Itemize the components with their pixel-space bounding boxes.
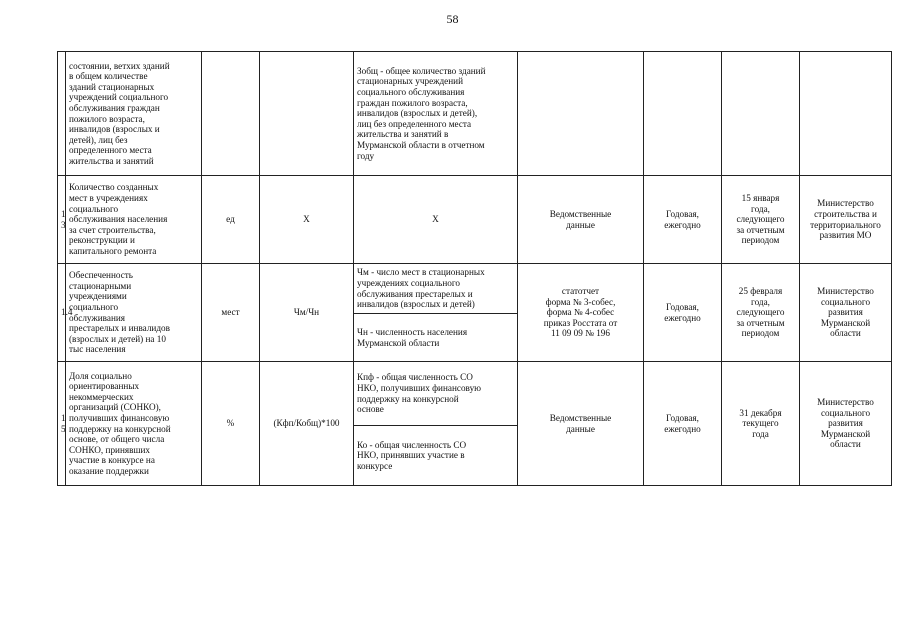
unit xyxy=(202,52,260,176)
data-source: Ведомственные данные xyxy=(518,176,644,264)
unit: ед xyxy=(202,176,260,264)
data-source: статотчет форма № 3-собес, форма № 4-собес приказ Росстата от 11 09 09 № 196 xyxy=(518,264,644,362)
row-number: 1 5 xyxy=(58,362,66,486)
table-row xyxy=(58,176,892,264)
indicator-name: Количество созданных мест в учреждениях социального обслуживания населения за счет строительства, реконструкции и капитального ремонта xyxy=(66,176,202,264)
formula: (Кфп/Кобщ)*100 xyxy=(260,362,354,486)
data-source: Ведомственные данные xyxy=(518,362,644,486)
indicators-table xyxy=(57,51,892,486)
formula xyxy=(260,52,354,176)
periodicity: Годовая, ежегодно xyxy=(644,264,722,362)
deadline: 31 декабря текущего года xyxy=(722,362,800,486)
row-number: 1.4 xyxy=(58,264,66,362)
indicator-name: Доля социально ориентированных некоммерческих организаций (СОНКО), получивших финансовую поддержку на конкурсной основе, от общего числа СОНКО, принявших участие в конкурсе на оказание поддержки xyxy=(66,362,202,486)
row-number: 1 3 xyxy=(58,176,66,264)
table-row xyxy=(58,264,892,314)
variable-description: X xyxy=(354,176,518,264)
deadline: 25 февраля года, следующего за отчетным периодом xyxy=(722,264,800,362)
page-number: 58 xyxy=(446,12,459,26)
responsible: Министерство социального развития Мурманской области xyxy=(800,362,892,486)
deadline: 15 января года, следующего за отчетным периодом xyxy=(722,176,800,264)
indicator-name: Обеспеченность стационарными учреждениями социального обслуживания престарелых и инвалидов (взрослых и детей) на 10 тыс населения xyxy=(66,264,202,362)
variable-description: Кпф - общая численность СО НКО, получивших финансовую поддержку на конкурсной основе xyxy=(354,362,518,426)
responsible: Министерство социального развития Мурманской области xyxy=(800,264,892,362)
variable-description: Чм - число мест в стационарных учреждениях социального обслуживания престарелых и инвалидов (взрослых и детей) xyxy=(354,264,518,314)
periodicity: Годовая, ежегодно xyxy=(644,176,722,264)
variable-description: Чн - численность населения Мурманской области xyxy=(354,314,518,362)
formula: X xyxy=(260,176,354,264)
variable-description: Ко - общая численность СО НКО, принявших участие в конкурсе xyxy=(354,426,518,486)
table-row xyxy=(58,362,892,426)
responsible: Министерство строительства и территориального развития МО xyxy=(800,176,892,264)
deadline xyxy=(722,52,800,176)
indicator-name: состоянии, ветхих зданий в общем количестве зданий стационарных учреждений социального обслуживания граждан пожилого возраста, инвалидов (взрослых и детей), лиц без определенного места жительства и занятий xyxy=(66,52,202,176)
responsible xyxy=(800,52,892,176)
table-row xyxy=(58,52,892,176)
periodicity: Годовая, ежегодно xyxy=(644,362,722,486)
periodicity xyxy=(644,52,722,176)
formula: Чм/Чн xyxy=(260,264,354,362)
data-source xyxy=(518,52,644,176)
unit: % xyxy=(202,362,260,486)
variable-description: Зобщ - общее количество зданий стационарных учреждений социального обслуживания граждан пожилого возраста, инвалидов (взрослых и детей), лиц без определенного места жительства и занятий в Мурманской области в отчетном году xyxy=(354,52,518,176)
unit: мест xyxy=(202,264,260,362)
row-number xyxy=(58,52,66,176)
